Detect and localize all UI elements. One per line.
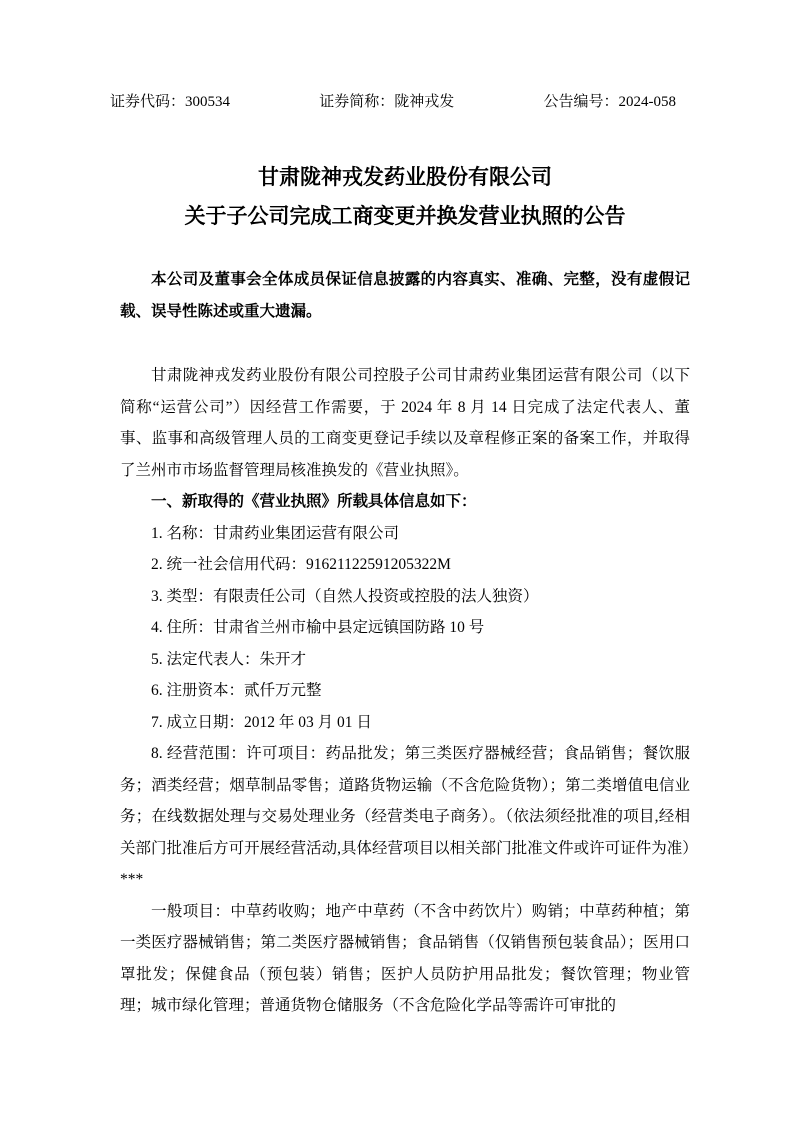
truthfulness-declaration: 本公司及董事会全体成员保证信息披露的内容真实、准确、完整，没有虚假记载、误导性陈述或重大遗漏。 [120, 271, 690, 320]
license-item-establishment-date: 7. 成立日期：2012 年 03 月 01 日 [151, 713, 372, 731]
general-projects-paragraph: 一般项目：中草药收购；地产中草药（不含中药饮片）购销；中草药种植；第一类医疗器械销售；第二类医疗器械销售；食品销售（仅销售预包装食品）；医用口罩批发；保健食品（预包装）销售；医护人员防护用品批发；餐饮管理；物业管理；城市绿化管理；普通货物仓储服务（不含危险化学品等需许可审批的 [120, 902, 690, 1014]
stock-code: 证券代码：300534 [110, 94, 231, 110]
stock-short-name: 证券简称：陇神戎发 [319, 94, 455, 110]
announcement-subject-title: 关于子公司完成工商变更并换发营业执照的公告 [184, 205, 626, 228]
document-title [120, 158, 690, 236]
announcement-number: 公告编号：2024-058 [543, 94, 676, 110]
intro-paragraph: 甘肃陇神戎发药业股份有限公司控股子公司甘肃药业集团运营有限公司（以下简称“运营公司”）因经营工作需要，于 2024 年 8 月 14 日完成了法定代表人、董事、监事和高级管理人员的工商变更登记手续以及章程修正案的备案工作，并取得了兰州市市场监督管理局核准换发的《营业执照》。 [120, 367, 690, 479]
license-item-legal-representative: 5. 法定代表人：朱开才 [151, 650, 307, 668]
license-item-registered-capital: 6. 注册资本：贰仟万元整 [151, 682, 322, 699]
license-item-address: 4. 住所：甘肃省兰州市榆中县定远镇国防路 10 号 [151, 619, 485, 636]
license-item-type: 3. 类型：有限责任公司（自然人投资或控股的法人独资） [151, 587, 539, 605]
section-1-heading: 一、新取得的《营业执照》所载具体信息如下： [151, 493, 477, 510]
license-item-credit-code: 2. 统一社会信用代码：91621122591205322M [151, 556, 451, 573]
license-item-name: 1. 名称：甘肃药业集团运营有限公司 [151, 524, 400, 542]
company-name-title: 甘肃陇神戎发药业股份有限公司 [258, 166, 552, 189]
license-item-business-scope: 8. 经营范围：许可项目：药品批发；第三类医疗器械经营；食品销售；餐饮服务；酒类经营；烟草制品零售；道路货物运输（不含危险货物）；第二类增值电信业务；在线数据处理与交易处理业务（经营类电子商务）。（依法须经批准的项目,经相关部门批准后方可开展经营活动,具体经营项目以相关部门批准文件或许可证件为准）*** [120, 745, 690, 888]
document-header [110, 93, 676, 112]
